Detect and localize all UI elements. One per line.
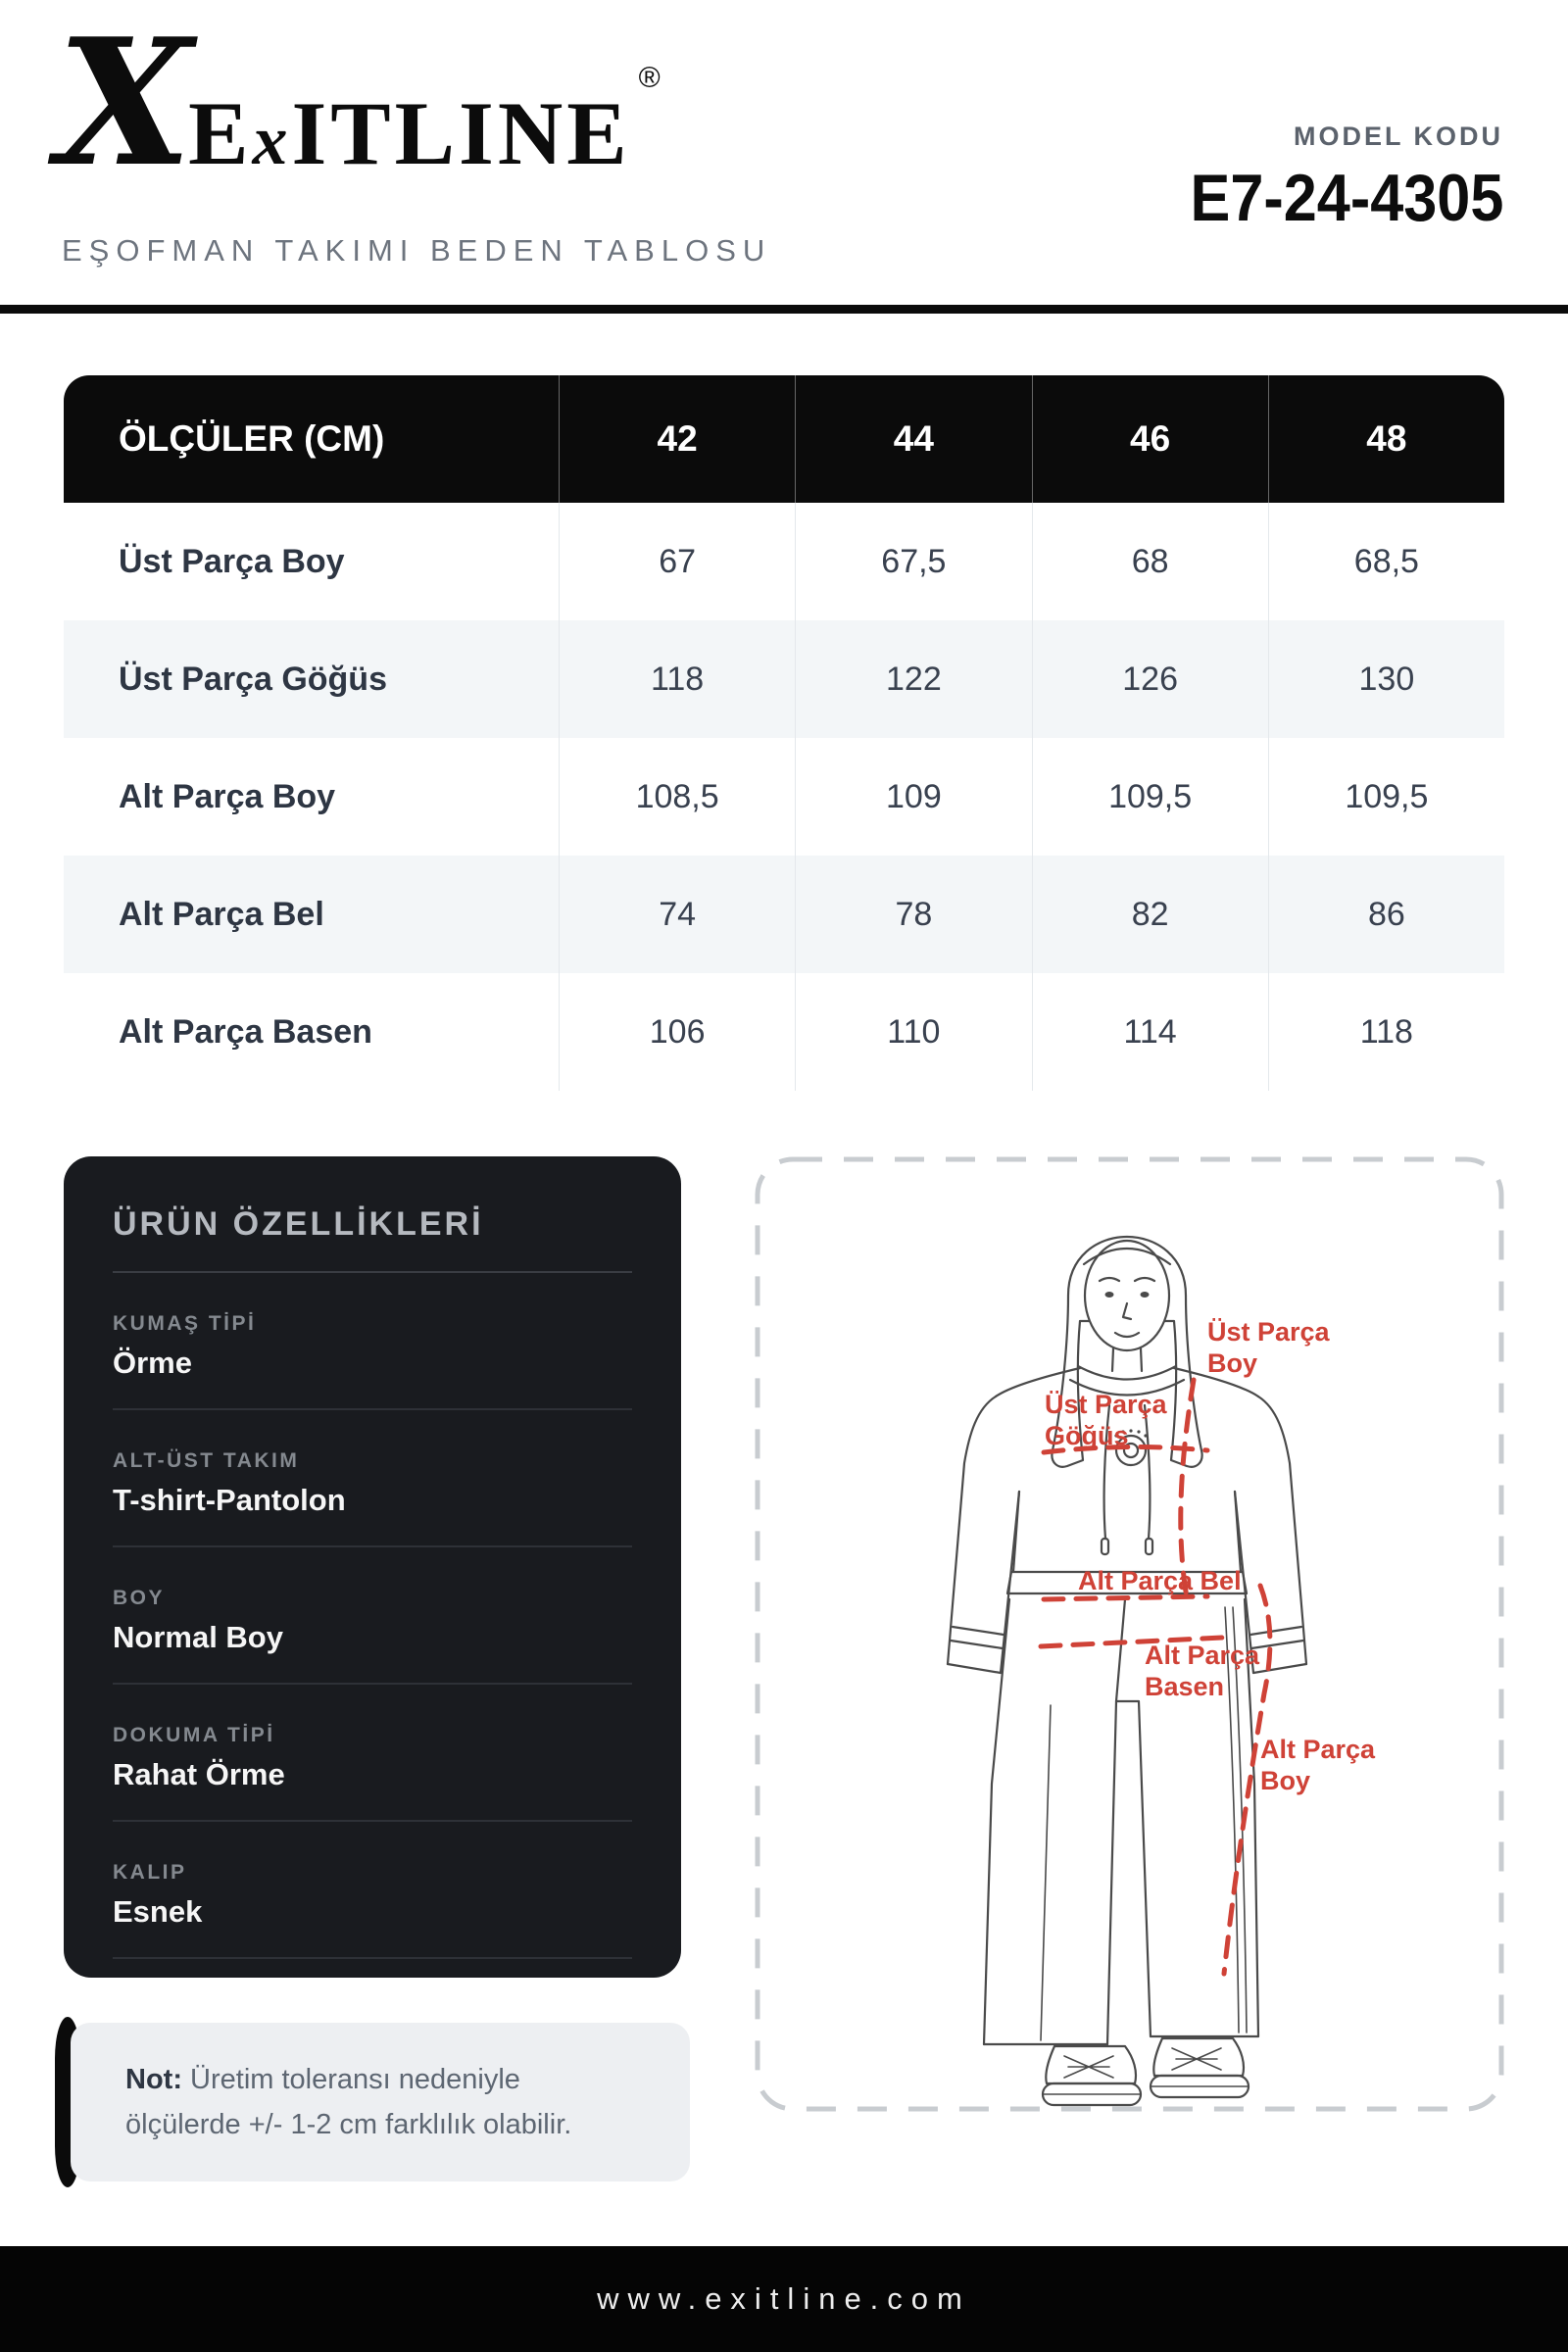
row-value: 108,5: [559, 738, 795, 856]
brand-wordmark-italic-x: x: [252, 101, 292, 179]
feature-item: [113, 1861, 632, 1959]
row-value: 114: [1032, 973, 1268, 1091]
tolerance-note: [71, 2023, 690, 2181]
product-features-panel: [64, 1156, 681, 1978]
size-table: [64, 375, 1504, 1091]
row-label: Üst Parça Göğüs: [119, 660, 387, 698]
feature-item: [113, 1724, 632, 1822]
feature-label: BOY: [113, 1587, 166, 1609]
brand-wordmark: [188, 81, 631, 185]
size-table-header-row: [64, 375, 1504, 503]
model-code-value: E7-24-4305: [1190, 161, 1503, 235]
row-value: 109,5: [1032, 738, 1268, 856]
alt-parca-bel-line: [1044, 1596, 1207, 1599]
brand-logo: [57, 0, 661, 205]
model-code-label: MODEL KODU: [1293, 122, 1503, 151]
size-table-header-size-46: 46: [1032, 375, 1268, 503]
feature-label: DOKUMA TİPİ: [113, 1724, 275, 1746]
page-title: EŞOFMAN TAKIMI BEDEN TABLOSU: [62, 233, 772, 268]
table-row: [64, 973, 1504, 1091]
ust-parca-boy-label: Üst Parça: [1207, 1317, 1330, 1347]
table-row: [64, 503, 1504, 620]
measurement-diagram: [755, 1156, 1504, 2112]
feature-label: KUMAŞ TİPİ: [113, 1312, 257, 1335]
alt-parca-boy-label: Alt Parça: [1260, 1735, 1376, 1764]
feature-divider: [113, 1408, 632, 1410]
feature-value: Normal Boy: [113, 1620, 283, 1654]
row-label: Alt Parça Boy: [119, 777, 336, 815]
row-label: Alt Parça Bel: [119, 895, 324, 933]
row-value: 68,5: [1268, 503, 1504, 620]
ust-parca-boy-label: Boy: [1207, 1348, 1258, 1378]
feature-item: [113, 1449, 632, 1547]
feature-value: Esnek: [113, 1894, 203, 1929]
row-value: 110: [795, 973, 1031, 1091]
feature-item: [113, 1587, 632, 1685]
table-row: [64, 738, 1504, 856]
ust-parca-gogus-label: Göğüs: [1045, 1421, 1129, 1450]
row-label: Üst Parça Boy: [119, 542, 345, 580]
row-value: 86: [1268, 856, 1504, 973]
row-value: 118: [559, 620, 795, 738]
model-code-block: [1155, 122, 1503, 236]
row-value: 109: [795, 738, 1031, 856]
note-body: Üretim toleransı nedeniyle ölçülerde +/- 1-2 cm farklılık olabilir.: [125, 2064, 572, 2140]
feature-item: [113, 1312, 632, 1410]
table-row: [64, 620, 1504, 738]
alt-parca-basen-label: Basen: [1145, 1672, 1225, 1701]
row-value: 109,5: [1268, 738, 1504, 856]
row-value: 82: [1032, 856, 1268, 973]
feature-divider: [113, 1545, 632, 1547]
row-value: 106: [559, 973, 795, 1091]
alt-parca-boy-label: Boy: [1260, 1766, 1311, 1795]
brand-wordmark-rest: ITLINE: [291, 83, 631, 183]
row-value: 67: [559, 503, 795, 620]
brand-wordmark-start: E: [188, 83, 253, 183]
features-title: ÜRÜN ÖZELLİKLERİ: [113, 1205, 484, 1243]
feature-divider: [113, 1820, 632, 1822]
brand-logo-x-glyph: X: [57, 0, 183, 205]
ust-parca-gogus-label: Üst Parça: [1045, 1390, 1167, 1419]
feature-divider: [113, 1683, 632, 1685]
feature-label: KALIP: [113, 1861, 187, 1884]
row-value: 68: [1032, 503, 1268, 620]
row-value: 67,5: [795, 503, 1031, 620]
alt-parca-basen-label: Alt Parça: [1145, 1641, 1260, 1670]
features-title-divider: [113, 1271, 632, 1273]
table-row: [64, 856, 1504, 973]
row-value: 74: [559, 856, 795, 973]
row-value: 78: [795, 856, 1031, 973]
feature-value: Örme: [113, 1346, 192, 1380]
note-text: [125, 2057, 620, 2147]
row-value: 118: [1268, 973, 1504, 1091]
row-value: 130: [1268, 620, 1504, 738]
size-table-header-size-48: 48: [1268, 375, 1504, 503]
size-table-header-size-44: 44: [795, 375, 1031, 503]
row-value: 126: [1032, 620, 1268, 738]
footer-bar: [0, 2246, 1568, 2352]
feature-value: Rahat Örme: [113, 1757, 285, 1791]
size-table-header-measures: ÖLÇÜLER (CM): [119, 418, 385, 459]
website-url: www.exitline.com: [597, 2281, 971, 2316]
header-divider: [0, 305, 1568, 314]
alt-parca-bel-label: Alt Parça Bel: [1078, 1566, 1242, 1595]
row-label: Alt Parça Basen: [119, 1012, 372, 1051]
feature-value: T-shirt-Pantolon: [113, 1483, 346, 1517]
feature-label: ALT-ÜST TAKIM: [113, 1449, 300, 1472]
registered-trademark-icon: ®: [638, 62, 661, 94]
size-table-header-size-42: 42: [559, 375, 795, 503]
feature-divider: [113, 1957, 632, 1959]
row-value: 122: [795, 620, 1031, 738]
note-bold-prefix: Not:: [125, 2064, 182, 2095]
